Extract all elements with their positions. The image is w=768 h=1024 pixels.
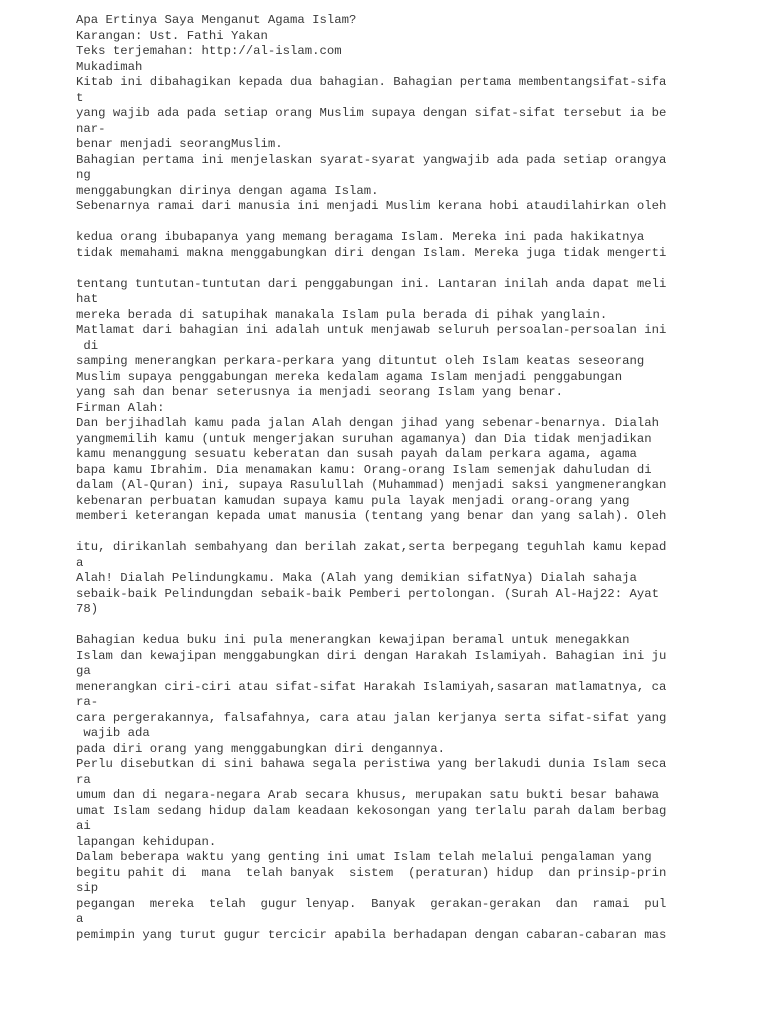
text-line: bapa kamu Ibrahim. Dia menamakan kamu: Orang-orang Islam semenjak dahuludan di (76, 462, 652, 477)
text-line: dalam (Al-Quran) ini, supaya Rasulullah (Muhammad) menjadi saksi yangmenerangkan (76, 478, 667, 492)
text-line: menerangkan ciri-ciri atau sifat-sifat Harakah Islamiyah,sasaran matlamatnya, ca (76, 679, 667, 694)
text-line: Perlu disebutkan di sini bahawa segala peristiwa yang berlakudi dunia Islam seca (76, 757, 667, 771)
text-line: yang sah dan benar seterusnya ia menjadi seorang Islam yang benar. (76, 385, 564, 399)
text-line: itu, dirikanlah sembahyang dan berilah zakat,serta berpegang teguhlah kamu kepad (76, 540, 667, 554)
text-line: pada diri orang yang menggabungkan diri dengannya. (76, 741, 445, 756)
text-line: ra- (76, 695, 99, 709)
text-line: Kitab ini dibahagikan kepada dua bahagian. Bahagian pertama membentangsifat-sifa (76, 75, 667, 89)
text-line: umum dan di negara-negara Arab secara khusus, merupakan satu bukti besar bahawa (76, 788, 659, 802)
text-line: Apa Ertinya Saya Menganut Agama Islam? (76, 13, 357, 27)
document-body (76, 13, 756, 943)
text-line: sebaik-baik Pelindungdan sebaik-baik Pemberi pertolongan. (Surah Al-Haj22: Ayat (76, 586, 659, 601)
text-line: kamu menanggung sesuatu keberatan dan susah payah dalam perkara agama, agama (76, 447, 637, 461)
text-line: menggabungkan dirinya dengan agama Islam. (76, 183, 379, 198)
text-line: wajib ada (76, 726, 150, 740)
text-line: sip (76, 881, 99, 895)
text-line: Bahagian pertama ini menjelaskan syarat-syarat yangwajib ada pada setiap orangya (76, 152, 667, 167)
text-line (76, 261, 756, 277)
text-line: Matlamat dari bahagian ini adalah untuk menjawab seluruh persoalan-persoalan ini (76, 323, 667, 337)
text-line: cara pergerakannya, falsafahnya, cara atau jalan kerjanya serta sifat-sifat yang (76, 710, 667, 725)
text-line: a (76, 555, 84, 570)
text-line (76, 525, 756, 541)
text-line: Sebenarnya ramai dari manusia ini menjadi Muslim kerana hobi ataudilahirkan oleh (76, 199, 667, 213)
text-line: samping menerangkan perkara-perkara yang dituntut oleh Islam keatas seseorang (76, 354, 645, 368)
text-line: Dalam beberapa waktu yang genting ini umat Islam telah melalui pengalaman yang (76, 850, 652, 864)
text-line: pegangan mereka telah gugur lenyap. Banyak gerakan-gerakan dan ramai pul (76, 896, 667, 911)
text-line: Bahagian kedua buku ini pula menerangkan kewajipan beramal untuk menegakkan (76, 633, 630, 647)
text-line: tentang tuntutan-tuntutan dari penggabungan ini. Lantaran inilah anda dapat meli (76, 276, 667, 291)
text-line: mereka berada di satupihak manakala Islam pula berada di pihak yanglain. (76, 307, 608, 322)
text-line: Dan berjihadlah kamu pada jalan Alah dengan jihad yang sebenar-benarnya. Dialah (76, 416, 659, 430)
text-line: kebenaran perbuatan kamudan supaya kamu pula layak menjadi orang-orang yang (76, 493, 630, 508)
text-line: nar- (76, 121, 106, 136)
text-line: pemimpin yang turut gugur tercicir apabila berhadapan dengan cabaran-cabaran mas (76, 927, 667, 942)
text-line: umat Islam sedang hidup dalam keadaan kekosongan yang terlalu parah dalam berbag (76, 803, 667, 818)
text-line: Teks terjemahan: http://al-islam.com (76, 44, 342, 58)
text-line: begitu pahit di mana telah banyak sistem (peraturan) hidup dan prinsip-prin (76, 865, 667, 880)
text-line: 78) (76, 602, 99, 616)
text-line: tidak memahami makna menggabungkan diri dengan Islam. Mereka juga tidak mengerti (76, 245, 667, 260)
text-line (76, 215, 756, 231)
text-line: Alah! Dialah Pelindungkamu. Maka (Alah yang demikian sifatNya) Dialah sahaja (76, 571, 637, 585)
text-line: ra (76, 772, 91, 787)
text-line: Karangan: Ust. Fathi Yakan (76, 28, 268, 43)
text-line: t (76, 90, 84, 105)
text-line: memberi keterangan kepada umat manusia (tentang yang benar dan yang salah). Oleh (76, 509, 667, 523)
text-line: lapangan kehidupan. (76, 834, 217, 849)
text-line: hat (76, 292, 99, 306)
text-line: Muslim supaya penggabungan mereka kedalam agama Islam menjadi penggabungan (76, 369, 623, 384)
text-line: a (76, 912, 84, 926)
text-line: yang wajib ada pada setiap orang Muslim supaya dengan sifat-sifat tersebut ia be (76, 106, 667, 120)
text-line: ga (76, 664, 91, 678)
text-line: ng (76, 168, 91, 182)
text-line: yangmemilih kamu (untuk mengerjakan suruhan agamanya) dan Dia tidak menjadikan (76, 431, 652, 446)
text-line: benar menjadi seorangMuslim. (76, 137, 283, 151)
text-line: kedua orang ibubapanya yang memang beragama Islam. Mereka ini pada hakikatnya (76, 230, 645, 244)
text-line: di (76, 338, 99, 353)
text-line: ai (76, 819, 91, 833)
text-line: Firman Alah: (76, 400, 165, 415)
text-line: Mukadimah (76, 59, 143, 74)
text-line: Islam dan kewajipan menggabungkan diri dengan Harakah Islamiyah. Bahagian ini ju (76, 648, 667, 663)
text-line (76, 618, 756, 634)
